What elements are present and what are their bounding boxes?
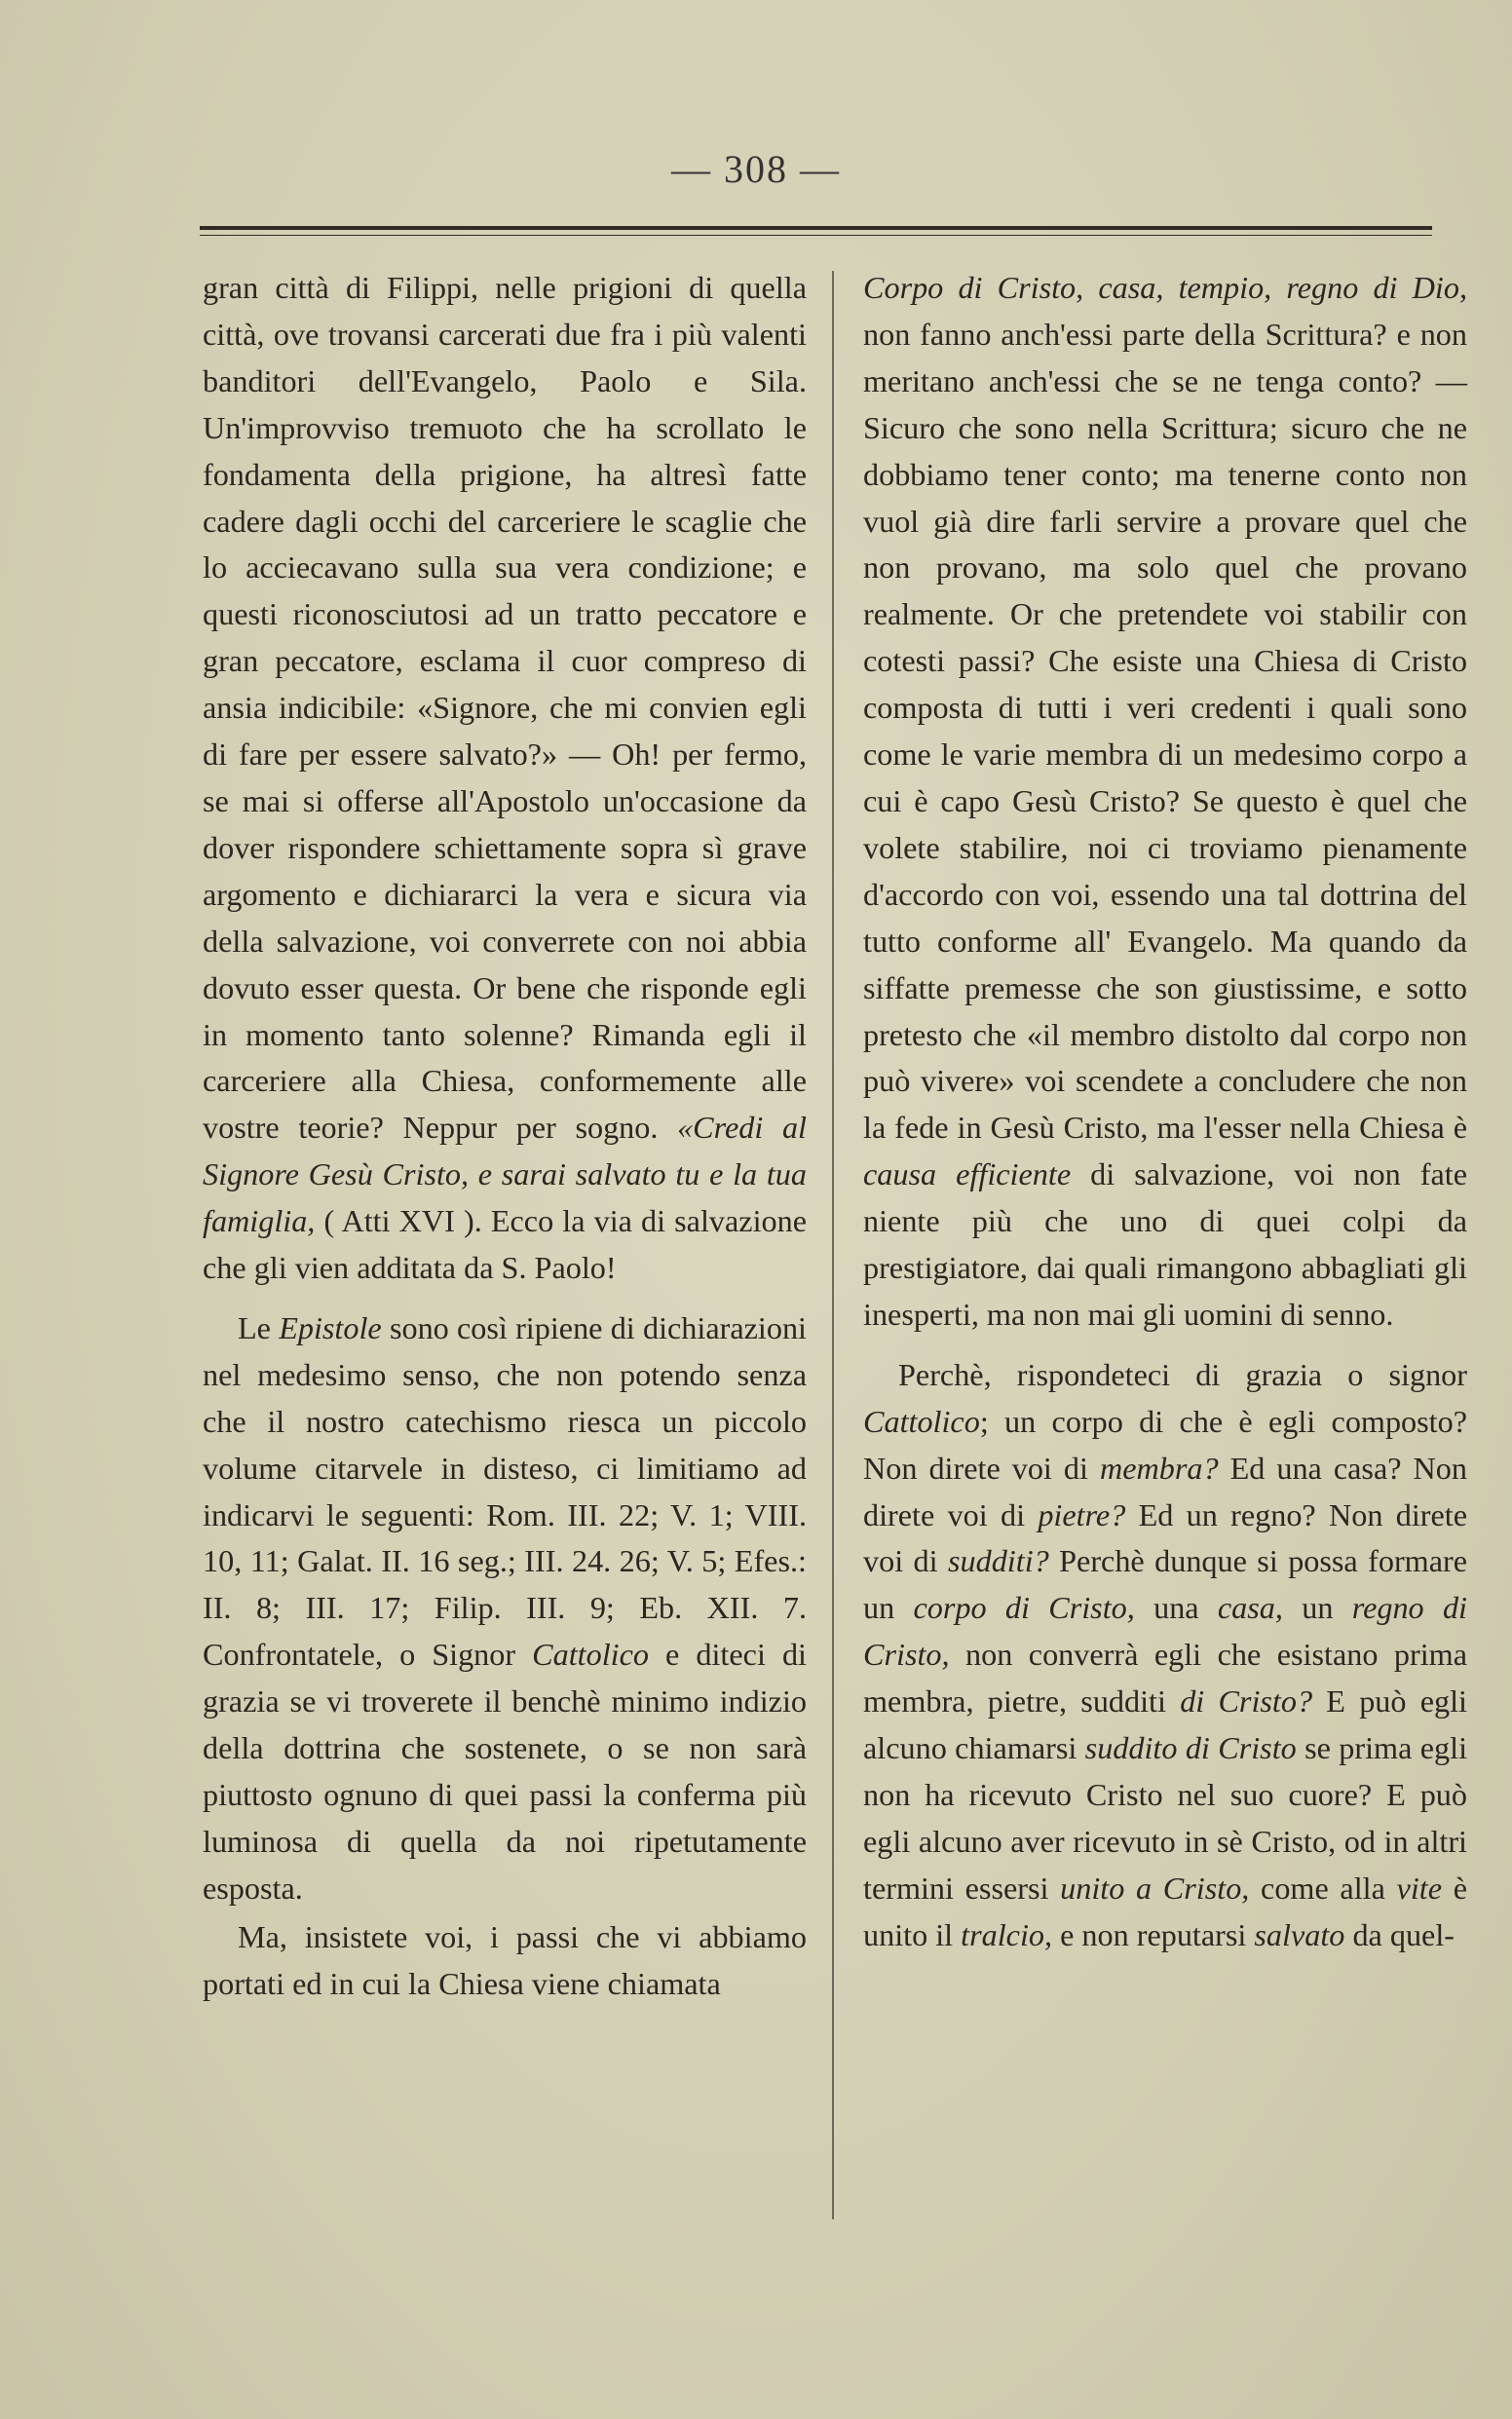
paragraph: Perchè, rispondeteci di grazia o signor Cattolico; un corpo di che è egli composto? Non direte voi di membra? Ed una casa? Non direte voi di pietre? Ed un regno? Non direte voi di sudditi? Perchè dunque si possa formare un corpo di Cristo, una casa, un regno di Cristo, non converrà egli che esistano prima membra, pietre, sudditi di Cristo? E può egli alcuno chiamarsi suddito di Cristo se prima egli non ha ricevuto Cristo nel suo cuore? E può egli alcuno aver ricevuto in sè Cristo, od in altri termini essersi unito a Cristo, come alla vite è unito il tralcio, e non reputarsi salvato da quel-: [863, 1356, 1468, 1952]
page-number: — 308 —: [671, 147, 841, 191]
italic-quote: «Credi al Signore Gesù Cristo, e sarai salvato tu e la tua famiglia,: [203, 1110, 807, 1239]
paragraph: Ma, insistete voi, i passi che vi abbiamo portati ed in cui la Chiesa viene chiamata: [203, 1918, 807, 2001]
right-column: [863, 265, 1467, 1959]
paragraph: gran città di Filippi, nelle prigioni di quella città, ove trovansi carcerati due fra i più valenti banditori dell'Evangelo, Paolo e Sila. Un'improvviso tremuoto che ha scrollato le fondamenta della prigione, ha altresì fatte cadere dagli occhi del carceriere le scaglie che lo acciecavano sulla sua vera condizione; e questi riconosciutosi ad un tratto peccatore e gran peccatore, esclama il cuor compreso di ansia indicibile: «Signore, che mi convien egli di fare per essere salvato?» — Oh! per fermo, se mai si offerse all'Apostolo un'occasione da dover rispondere schiettamente sopra sì grave argomento e dichiararci la vera e sicura via della salvazione, voi converrete con noi abbia dovuto esser questa. Or bene che risponde egli in momento tanto solenne? Rimanda egli il carceriere alla Chiesa, conformemente alle vostre teorie? Neppur per sogno. «Credi al Signore Gesù Cristo, e sarai salvato tu e la tua famiglia, ( Atti XVI ). Ecco la via di salvazione che gli vien additata da S. Paolo!: [203, 270, 807, 1286]
column-divider: [832, 271, 834, 2219]
header-rule: [200, 226, 1432, 236]
left-column: [203, 265, 807, 2008]
paragraph: Le Epistole sono così ripiene di dichiarazioni nel medesimo senso, che non potendo senza che il nostro catechismo riesca un piccolo volume citarvele in disteso, ci limitiamo ad indicarvi le seguenti: Rom. III. 22; V. 1; VIII. 10, 11; Galat. II. 16 seg.; III. 24. 26; V. 5; Efes.: II. 8; III. 17; Filip. III. 9; Eb. XII. 7. Confrontatele, o Signor Cattolico e diteci di grazia se vi troverete il benchè minimo indizio della dottrina che sostenete, o se non sarà piuttosto ognuno di quei passi la conferma più luminosa di quella da noi ripetutamente esposta.: [203, 1309, 807, 1906]
paragraph: Corpo di Cristo, casa, tempio, regno di Dio, non fanno anch'essi parte della Scrittura? e non meritano anch'essi che se ne tenga conto? — Sicuro che sono nella Scrittura; sicuro che ne dobbiamo tener conto; ma tenerne conto non vuol già dire farli servire a provare quel che non provano, ma solo quel che provano realmente. Or che pretendete voi stabilir con cotesti passi? Che esiste una Chiesa di Cristo composta di tutti i veri credenti i quali sono come le varie membra di un medesimo corpo a cui è capo Gesù Cristo? Se questo è quel che volete stabilire, noi ci troviamo pienamente d'accordo con voi, essendo una tal dottrina del tutto conforme all' Evangelo. Ma quando da siffatte premesse che son giustissime, e sotto pretesto che «il membro distolto dal corpo non può vivere» voi scendete a concludere che non la fede in Gesù Cristo, ma l'esser nella Chiesa è causa efficiente di salvazione, voi non fate niente più che uno di quei colpi da prestigiatore, dai quali rimangono abbagliati gli inesperti, ma non mai gli uomini di senno.: [863, 270, 1467, 1332]
